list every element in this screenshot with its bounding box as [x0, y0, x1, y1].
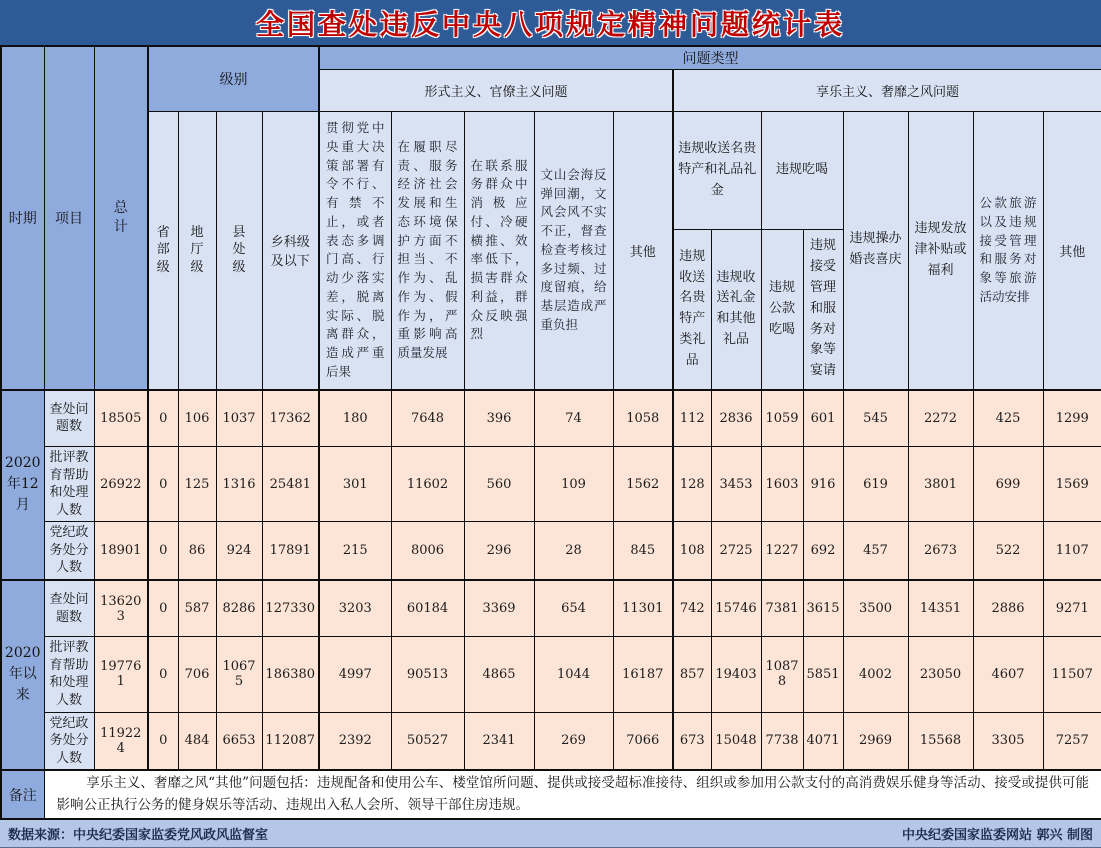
header-hedonism-col-travel: 公款旅游以及违规接受管理和服务对象等旅游活动安排	[973, 112, 1043, 390]
header-hedonism-group: 享乐主义、奢靡之风问题	[673, 70, 1101, 112]
remark-text: 享乐主义、奢靡之风“其他”问题包括：违规配备和使用公车、楼堂馆所问题、提供或接受超标准接待、组织或参加用公款支付的高消费娱乐健身等活动、接受或提供可能影响公正执行公务的健身娱乐等活动、违规出入私人会所、领导干部住房违规。	[44, 770, 1101, 819]
header-dining-col-public-funds: 违规公款吃喝	[761, 230, 803, 390]
data-cell: 11602	[391, 447, 464, 522]
data-cell: 2341	[464, 712, 534, 770]
header-level-prefecture	[178, 112, 216, 390]
header-formalism-col-2: 在履职尽责、服务经济社会发展和生态环境保护方面不担当、不作为、乱作为、假作为，严重影响高质量发展	[391, 112, 464, 390]
data-cell: 14351	[908, 580, 973, 637]
data-cell: 7381	[761, 580, 803, 637]
header-hedonism-col-weddings: 违规操办婚丧喜庆	[843, 112, 908, 390]
data-cell: 215	[319, 522, 391, 580]
header-gifts-col-cash: 违规收送礼金和其他礼品	[711, 230, 761, 390]
data-cell: 0	[148, 447, 178, 522]
data-cell: 28	[534, 522, 613, 580]
data-cell: 4865	[464, 637, 534, 712]
data-cell: 1562	[613, 447, 673, 522]
header-total	[94, 46, 148, 390]
data-cell: 180	[319, 390, 391, 447]
header-item: 项目	[44, 46, 94, 390]
data-cell: 186380	[262, 637, 319, 712]
data-cell: 1299	[1043, 390, 1101, 447]
data-cell: 10878	[761, 637, 803, 712]
data-cell: 3615	[803, 580, 843, 637]
data-cell: 15568	[908, 712, 973, 770]
data-cell: 3305	[973, 712, 1043, 770]
data-cell: 1059	[761, 390, 803, 447]
data-cell: 4997	[319, 637, 391, 712]
data-cell: 26922	[94, 447, 148, 522]
data-cell: 17362	[262, 390, 319, 447]
data-cell: 699	[973, 447, 1043, 522]
data-cell: 706	[178, 637, 216, 712]
data-cell: 654	[534, 580, 613, 637]
data-cell: 4071	[803, 712, 843, 770]
data-cell: 587	[178, 580, 216, 637]
data-cell: 1058	[613, 390, 673, 447]
data-cell: 11507	[1043, 637, 1101, 712]
data-cell: 924	[216, 522, 262, 580]
period-cell: 2020年12月	[1, 390, 44, 580]
data-cell: 17891	[262, 522, 319, 580]
data-cell: 0	[148, 637, 178, 712]
data-cell: 3453	[711, 447, 761, 522]
data-cell: 1037	[216, 390, 262, 447]
data-cell: 2725	[711, 522, 761, 580]
data-cell: 457	[843, 522, 908, 580]
data-cell: 127330	[262, 580, 319, 637]
data-cell: 0	[148, 522, 178, 580]
data-cell: 425	[973, 390, 1043, 447]
data-cell: 112087	[262, 712, 319, 770]
data-cell: 619	[843, 447, 908, 522]
header-total-label: 总计	[113, 199, 128, 235]
header-level-county	[216, 112, 262, 390]
data-cell: 560	[464, 447, 534, 522]
row-label: 批评教育帮助和处理人数	[44, 447, 94, 522]
data-cell: 108	[673, 522, 711, 580]
data-cell: 742	[673, 580, 711, 637]
data-cell: 15746	[711, 580, 761, 637]
data-cell: 396	[464, 390, 534, 447]
row-label: 批评教育帮助和处理人数	[44, 637, 94, 712]
data-cell: 692	[803, 522, 843, 580]
header-formalism-col-1: 贯彻党中央重大决策部署有令不行、有禁不止，或者表态多调门高、行动少落实差，脱离实际、脱离群众，造成严重后果	[319, 112, 391, 390]
footer-credit: 中央纪委国家监委网站 郭兴 制图	[901, 828, 1093, 844]
data-cell: 0	[148, 390, 178, 447]
data-cell: 7257	[1043, 712, 1101, 770]
data-cell: 2392	[319, 712, 391, 770]
data-cell: 2272	[908, 390, 973, 447]
data-cell: 125	[178, 447, 216, 522]
data-cell: 3203	[319, 580, 391, 637]
data-cell: 197761	[94, 637, 148, 712]
data-cell: 112	[673, 390, 711, 447]
data-cell: 23050	[908, 637, 973, 712]
data-cell: 5851	[803, 637, 843, 712]
data-cell: 106	[178, 390, 216, 447]
data-cell: 545	[843, 390, 908, 447]
data-cell: 1227	[761, 522, 803, 580]
data-cell: 2836	[711, 390, 761, 447]
period-cell: 2020年以来	[1, 580, 44, 770]
data-cell: 18505	[94, 390, 148, 447]
data-cell: 3369	[464, 580, 534, 637]
data-cell: 90513	[391, 637, 464, 712]
data-cell: 8286	[216, 580, 262, 637]
header-level-group: 级别	[148, 46, 319, 112]
header-formalism-col-3: 在联系服务群众中消极应付、冷硬横推、效率低下，损害群众利益，群众反映强烈	[464, 112, 534, 390]
data-cell: 484	[178, 712, 216, 770]
footer-bar	[0, 820, 1101, 848]
header-formalism-col-other: 其他	[613, 112, 673, 390]
data-cell: 16187	[613, 637, 673, 712]
data-cell: 1107	[1043, 522, 1101, 580]
header-hedonism-col-allowances: 违规发放津补贴或福利	[908, 112, 973, 390]
data-cell: 4002	[843, 637, 908, 712]
data-cell: 296	[464, 522, 534, 580]
data-cell: 128	[673, 447, 711, 522]
page-title: 全国查处违反中央八项规定精神问题统计表	[255, 7, 845, 41]
data-cell: 3801	[908, 447, 973, 522]
data-cell: 1044	[534, 637, 613, 712]
data-cell: 2886	[973, 580, 1043, 637]
data-cell: 522	[973, 522, 1043, 580]
header-period: 时期	[1, 46, 44, 390]
header-problem-type-group: 问题类型	[319, 46, 1101, 70]
header-level-provincial-label: 省部级	[156, 224, 170, 276]
statistics-table	[0, 45, 1101, 820]
title-bar	[0, 0, 1101, 45]
data-cell: 86	[178, 522, 216, 580]
data-cell: 109	[534, 447, 613, 522]
header-gifts-col-specialty: 违规收送名贵特产类礼品	[673, 230, 711, 390]
data-cell: 2673	[908, 522, 973, 580]
data-cell: 0	[148, 712, 178, 770]
data-cell: 9271	[1043, 580, 1101, 637]
row-label: 查处问题数	[44, 390, 94, 447]
row-label: 党纪政务处分人数	[44, 712, 94, 770]
data-cell: 8006	[391, 522, 464, 580]
data-cell: 50527	[391, 712, 464, 770]
data-cell: 845	[613, 522, 673, 580]
header-level-county-label: 县处级	[232, 224, 246, 276]
data-cell: 857	[673, 637, 711, 712]
data-cell: 74	[534, 390, 613, 447]
header-formalism-group: 形式主义、官僚主义问题	[319, 70, 673, 112]
data-cell: 7648	[391, 390, 464, 447]
data-cell: 136203	[94, 580, 148, 637]
data-cell: 1603	[761, 447, 803, 522]
data-cell: 3500	[843, 580, 908, 637]
header-hedonism-col-other: 其他	[1043, 112, 1101, 390]
data-cell: 15048	[711, 712, 761, 770]
remark-label: 备注	[1, 770, 44, 819]
header-dining-group: 违规吃喝	[761, 112, 843, 230]
data-cell: 11301	[613, 580, 673, 637]
data-cell: 2969	[843, 712, 908, 770]
header-level-provincial	[148, 112, 178, 390]
footer-source: 数据来源：中央纪委国家监委党风政风监督室	[8, 828, 269, 844]
data-cell: 4607	[973, 637, 1043, 712]
data-cell: 7738	[761, 712, 803, 770]
header-dining-col-banquets: 违规接受管理和服务对象等宴请	[803, 230, 843, 390]
data-cell: 1316	[216, 447, 262, 522]
data-cell: 0	[148, 580, 178, 637]
data-cell: 269	[534, 712, 613, 770]
data-cell: 673	[673, 712, 711, 770]
header-level-township: 乡科级及以下	[262, 112, 319, 390]
data-cell: 6653	[216, 712, 262, 770]
header-formalism-col-4: 文山会海反弹回潮，文风会风不实不正，督查检查考核过多过频、过度留痕，给基层造成严重负担	[534, 112, 613, 390]
data-cell: 601	[803, 390, 843, 447]
data-cell: 60184	[391, 580, 464, 637]
data-cell: 25481	[262, 447, 319, 522]
data-cell: 119224	[94, 712, 148, 770]
data-cell: 19403	[711, 637, 761, 712]
header-gifts-group: 违规收送名贵特产和礼品礼金	[673, 112, 761, 230]
data-cell: 18901	[94, 522, 148, 580]
data-cell: 301	[319, 447, 391, 522]
data-cell: 916	[803, 447, 843, 522]
row-label: 查处问题数	[44, 580, 94, 637]
data-cell: 7066	[613, 712, 673, 770]
header-level-prefecture-label: 地厅级	[190, 224, 204, 276]
row-label: 党纪政务处分人数	[44, 522, 94, 580]
data-cell: 1569	[1043, 447, 1101, 522]
data-cell: 10675	[216, 637, 262, 712]
